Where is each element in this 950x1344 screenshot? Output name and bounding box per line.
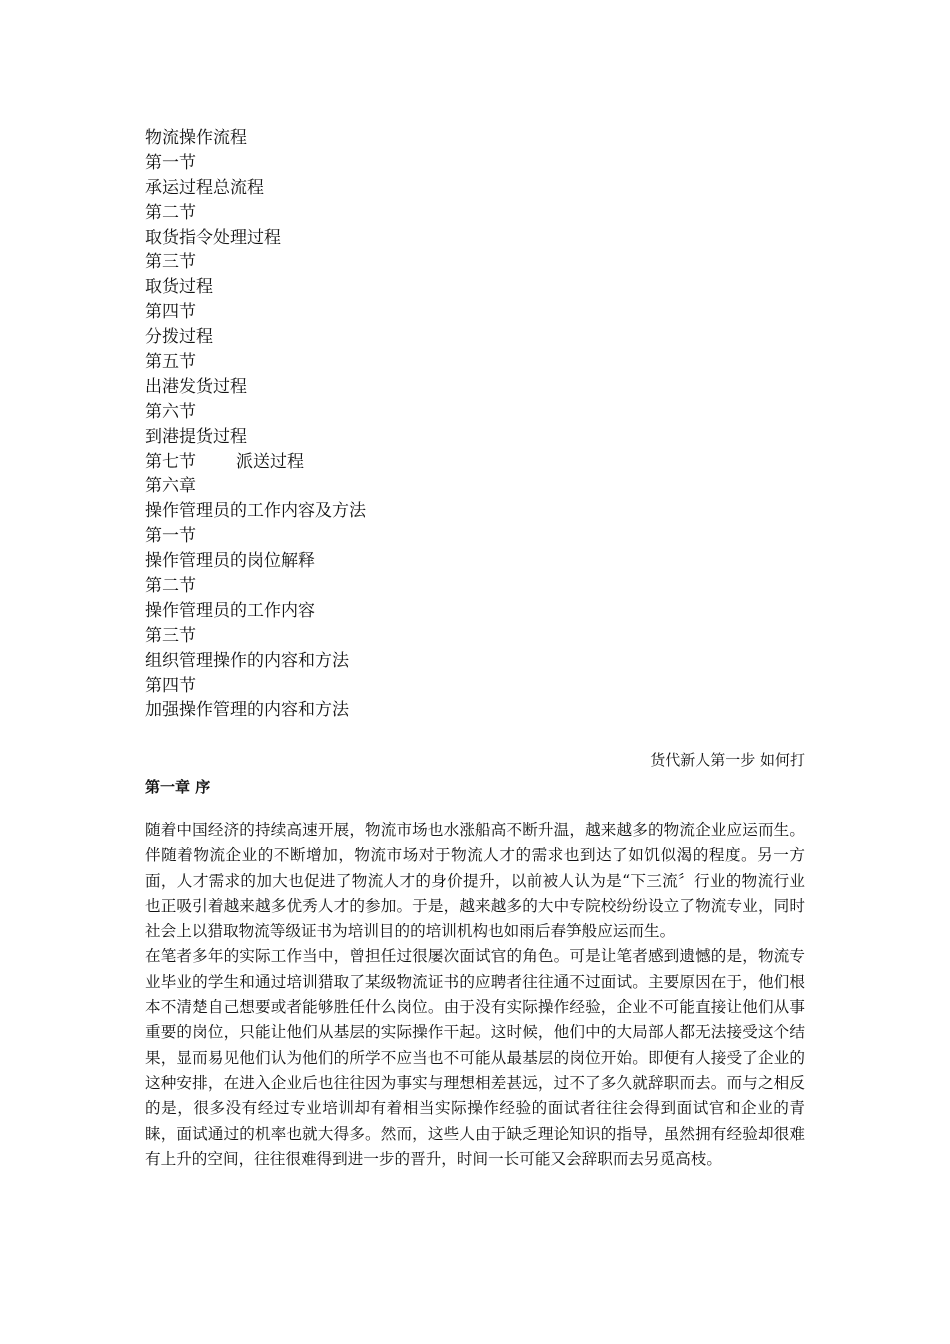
toc-line-text: 操作管理员的岗位解释 (145, 551, 315, 572)
table-of-contents (145, 126, 805, 723)
toc-line (145, 201, 805, 226)
toc-line-text: 第二节 (145, 202, 196, 223)
toc-line (145, 599, 805, 624)
toc-line (145, 698, 805, 723)
toc-line-text: 操作管理员的工作内容及方法 (145, 501, 366, 522)
toc-line-text: 第六章 (145, 476, 196, 497)
toc-line (145, 250, 805, 275)
toc-line (145, 674, 805, 699)
toc-line (145, 350, 805, 375)
toc-line (145, 275, 805, 300)
section-heading-right: 货代新人第一步 如何打 (650, 751, 805, 769)
paragraph: 在笔者多年的实际工作当中，曾担任过很屡次面试官的角色。可是让笔者感到遗憾的是，物流专业毕业的学生和通过培训猎取了某级物流证书的应聘者往往通不过面试。主要原因在于，他们根本不清楚自己想要或者能够胜任什么岗位。由于没有实际操作经验，企业不可能直接让他们从事重要的岗位，只能让他们从基层的实际操作干起。这时候，他们中的大局部人都无法接受这个结果，显而易见他们认为他们的所学不应当也不可能从最基层的岗位开始。即便有人接受了企业的这种安排，在进入企业后也往往因为事实与理想相差甚远，过不了多久就辞职而去。而与之相反的是，很多没有经过专业培训却有着相当实际操作经验的面试者往往会得到面试官和企业的青睐，面试通过的机率也就大得多。然而，这些人由于缺乏理论知识的指导，虽然拥有经验却很难有上升的空间，往往很难得到进一步的晋升，时间一长可能又会辞职而去另觅高枝。 (145, 947, 805, 1168)
toc-line (145, 549, 805, 574)
toc-line (145, 499, 805, 524)
toc-line (145, 226, 805, 251)
toc-line-text: 取货指令处理过程 (145, 227, 281, 248)
toc-line-text: 到港提货过程 (145, 426, 247, 447)
toc-line (145, 126, 805, 151)
toc-line-text: 第一节 (145, 152, 196, 173)
toc-line-text: 物流操作流程 (145, 128, 247, 148)
toc-line-text: 第四节 (145, 302, 196, 323)
toc-line (145, 624, 805, 649)
paragraph: 随着中国经济的持续高速开展，物流市场也水涨船高不断升温，越来越多的物流企业应运而生。伴随着物流企业的不断增加，物流市场对于物流人才的需求也到达了如饥似渴的程度。另一方面，人才需求的加大也促进了物流人才的身价提升，以前被人认为是“下三流〞行业的物流行业也正吸引着越来越多优秀人才的参加。于是，越来越多的大中专院校纷纷设立了物流专业，同时社会上以猎取物流等级证书为培训目的的培训机构也如雨后春笋般应运而生。 (145, 821, 805, 941)
toc-line (145, 450, 805, 475)
toc-line (145, 400, 805, 425)
toc-line-text-secondary: 派送过程 (236, 451, 304, 472)
toc-line (145, 300, 805, 325)
toc-line (145, 176, 805, 201)
chapter-title: 第一章 序 (145, 778, 211, 796)
toc-line-text: 第三节 (145, 625, 196, 646)
toc-line-text: 第三节 (145, 252, 196, 273)
toc-line (145, 425, 805, 450)
toc-line (145, 151, 805, 176)
toc-line-text: 第六节 (145, 401, 196, 422)
toc-line-text: 组织管理操作的内容和方法 (145, 650, 349, 671)
toc-line-text: 出港发货过程 (145, 376, 247, 397)
toc-line-text: 加强操作管理的内容和方法 (145, 700, 349, 721)
toc-line-text: 取货过程 (145, 277, 213, 298)
toc-line-text: 第四节 (145, 675, 196, 696)
toc-line-text: 第五节 (145, 352, 196, 373)
toc-line (145, 649, 805, 674)
toc-line (145, 375, 805, 400)
body-text (145, 818, 805, 1172)
toc-line-text: 分拨过程 (145, 327, 213, 348)
toc-line-text: 承运过程总流程 (145, 177, 264, 198)
toc-line-text: 第一节 (145, 526, 196, 547)
toc-line (145, 574, 805, 599)
toc-line (145, 325, 805, 350)
toc-line-text: 第七节 (145, 451, 196, 472)
toc-line (145, 524, 805, 549)
toc-line (145, 474, 805, 499)
toc-line-text: 第二节 (145, 576, 196, 597)
toc-line-text: 操作管理员的工作内容 (145, 600, 315, 621)
